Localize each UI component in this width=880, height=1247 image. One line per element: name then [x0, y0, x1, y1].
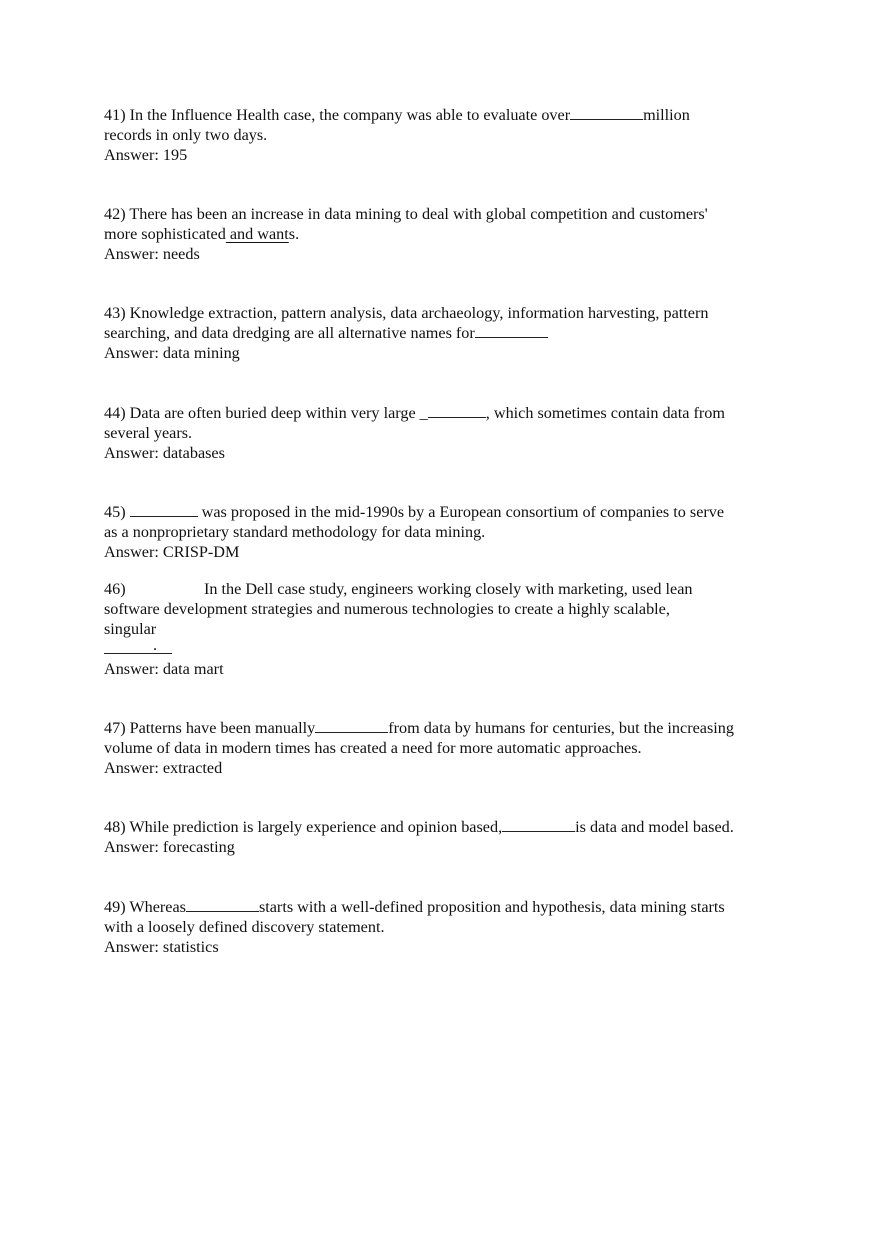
question-line: searching, and data dredging are all alternative names for	[104, 323, 794, 343]
answer-text: Answer: data mining	[104, 344, 240, 362]
question-47	[104, 718, 794, 778]
answer-text: Answer: 195	[104, 146, 188, 164]
question-49	[104, 897, 794, 957]
question-line: 44) Data are often buried deep within very large _ , which sometimes contain data from	[104, 404, 725, 422]
question-line: 47) Patterns have been manually from data by humans for centuries, but the increasing	[104, 719, 734, 737]
question-line: volume of data in modern times has created a need for more automatic approaches.	[104, 739, 642, 757]
answer-text: Answer: data mart	[104, 660, 224, 678]
answer-text: Answer: extracted	[104, 759, 223, 777]
question-44	[104, 403, 794, 463]
question-line: 41) In the Influence Health case, the company was able to evaluate over million	[104, 106, 690, 124]
question-41	[104, 105, 794, 165]
answer-blank	[475, 323, 548, 338]
answer-text: Answer: forecasting	[104, 838, 235, 856]
question-48	[104, 817, 794, 857]
answer-text: Answer: CRISP-DM	[104, 543, 240, 561]
answer-blank: .	[104, 639, 172, 654]
question-line: software development strategies and numerous technologies to create a highly scalable,	[104, 600, 670, 618]
question-line: 42) There has been an increase in data mining to deal with global competition and customers'	[104, 205, 708, 223]
question-line: as a nonproprietary standard methodology for data mining.	[104, 523, 486, 541]
question-line: 46) In the Dell case study, engineers working closely with marketing, used lean	[104, 580, 693, 598]
answer-text: Answer: databases	[104, 444, 225, 462]
question-45	[104, 502, 794, 562]
question-line: several years.	[104, 424, 193, 442]
question-line: records in only two days.	[104, 126, 268, 144]
question-line: with a loosely defined discovery statement.	[104, 918, 385, 936]
question-line: 49) Whereas starts with a well-defined proposition and hypothesis, data mining starts	[104, 898, 725, 916]
answer-blank	[502, 817, 575, 832]
answer-blank	[186, 897, 259, 912]
question-line: 43) Knowledge extraction, pattern analysis, data archaeology, information harvesting, pattern	[104, 304, 709, 322]
question-line: 45) was proposed in the mid-1990s by a European consortium of companies to serve	[104, 503, 725, 521]
question-line	[104, 636, 794, 659]
question-line: more sophisticated and wants.	[104, 225, 300, 243]
answer-blank	[130, 502, 198, 517]
question-42	[104, 204, 794, 264]
question-line: singular	[104, 620, 157, 638]
answer-text: Answer: statistics	[104, 938, 219, 956]
answer-blank	[428, 403, 486, 418]
answer-text: Answer: needs	[104, 245, 200, 263]
answer-blank	[315, 718, 388, 733]
question-43	[104, 303, 794, 363]
question-line: 48) While prediction is largely experience and opinion based, is data and model based.	[104, 818, 734, 836]
question-46	[104, 579, 794, 679]
answer-blank	[570, 105, 643, 120]
